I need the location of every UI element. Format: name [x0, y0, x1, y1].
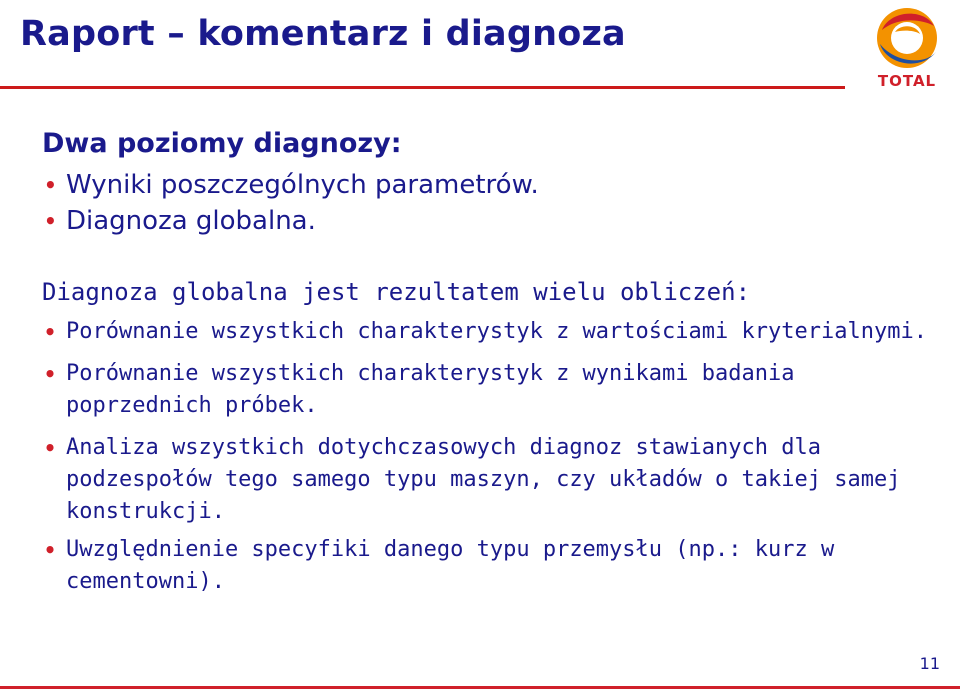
bullet-dot-icon: •	[44, 320, 57, 344]
list-item-text: Porównanie wszystkich charakterystyk z wynikami badania poprzednich próbek.	[66, 361, 795, 418]
list-item	[42, 316, 942, 348]
section1-heading: Dwa poziomy diagnozy:	[42, 128, 402, 159]
section2-list	[42, 316, 942, 598]
section-global-diagnosis	[42, 278, 942, 608]
list-item-text: Diagnoza globalna.	[66, 206, 316, 236]
section1-list	[42, 167, 942, 239]
slide-content	[42, 128, 942, 594]
bullet-dot-icon: •	[44, 209, 57, 233]
bullet-dot-icon: •	[44, 538, 57, 562]
list-item	[42, 534, 942, 598]
list-item-text: Porównanie wszystkich charakterystyk z wartościami kryterialnymi.	[66, 319, 927, 344]
section-diagnosis-levels	[42, 128, 942, 239]
list-item	[42, 432, 942, 528]
list-item-text: Wyniki poszczególnych parametrów.	[66, 170, 539, 200]
bullet-dot-icon: •	[44, 436, 57, 460]
footer-divider	[0, 686, 960, 689]
slide-title: Raport – komentarz i diagnoza	[20, 14, 626, 54]
bullet-dot-icon: •	[44, 362, 57, 386]
list-item	[42, 358, 942, 422]
list-item-text: Analiza wszystkich dotychczasowych diagnoz stawianych dla podzespołów tego samego typu maszyn, czy układów o takiej samej konstrukcji.	[66, 435, 901, 524]
title-divider	[0, 86, 845, 89]
bullet-dot-icon: •	[44, 173, 57, 197]
list-item	[42, 203, 942, 239]
logo-text: TOTAL	[877, 72, 937, 90]
section2-heading: Diagnoza globalna jest rezultatem wielu obliczeń:	[42, 278, 751, 306]
page-number: 11	[919, 654, 940, 673]
list-item-text: Uwzględnienie specyfiki danego typu przemysłu (np.: kurz w cementowni).	[66, 537, 835, 594]
list-item	[42, 167, 942, 203]
